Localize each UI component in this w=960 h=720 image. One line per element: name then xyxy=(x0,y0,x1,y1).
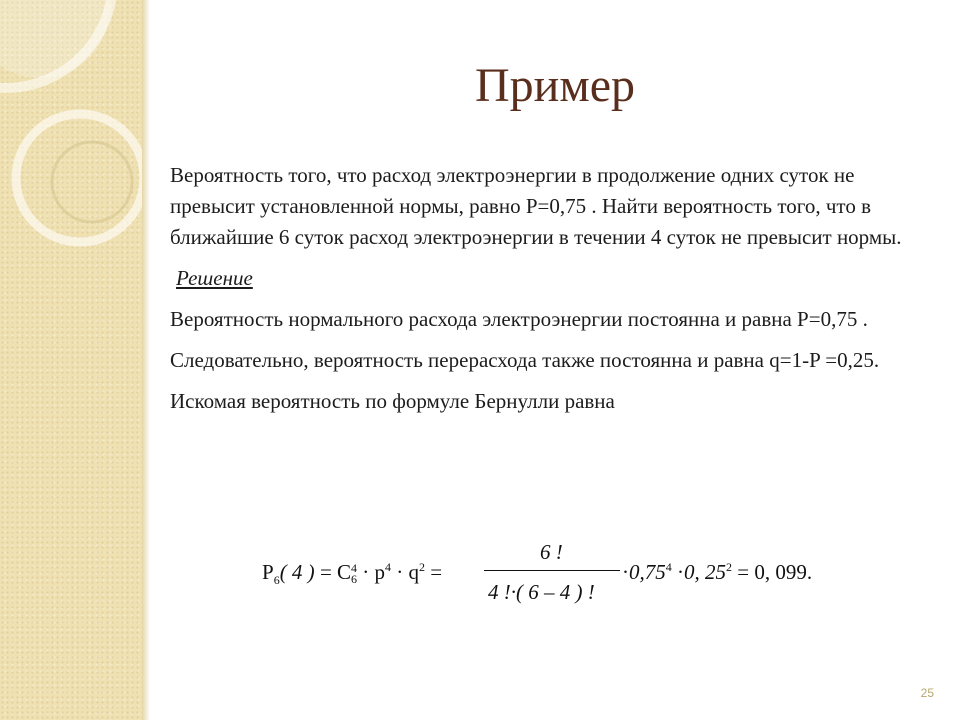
solution-label: Решение xyxy=(176,266,253,290)
formula-numerator: 6 ! xyxy=(540,540,563,564)
formula-denominator: 4 !·( 6 – 4 ) ! xyxy=(488,580,595,604)
page-number: 25 xyxy=(920,686,934,700)
formula-rhs: $\cdot 0,75^4 \cdot 0$, $25^2 = 0$, 099. xyxy=(622,560,813,584)
slide-title: Пример xyxy=(474,59,636,112)
formula-lhs: $P_6$( 4 ) = C4 $6 \cdot p^4 \cdot q^2$ = xyxy=(262,560,443,588)
slide-body xyxy=(170,160,940,427)
fraction-bar xyxy=(484,570,620,571)
solution-step-1: Вероятность нормального расхода электроэнергии постоянна и равна Р=0,75 . xyxy=(170,307,868,331)
decorative-rings xyxy=(0,0,142,720)
solution-step-3: Искомая вероятность по формуле Бернулли равна xyxy=(170,389,615,413)
problem-statement: Вероятность того, что расход электроэнергии в продолжение одних суток не превысит установленной нормы, равно Р=0,75 . Найти вероятность того, что в ближайшие 6 суток расход электроэнергии в течении 4 суток не превысит нормы. xyxy=(170,163,902,249)
side-panel-edge xyxy=(142,0,150,720)
decorative-side-panel xyxy=(0,0,142,720)
solution-step-2: Следовательно, вероятность перерасхода также постоянна и равна q=1-P =0,25. xyxy=(170,348,880,372)
